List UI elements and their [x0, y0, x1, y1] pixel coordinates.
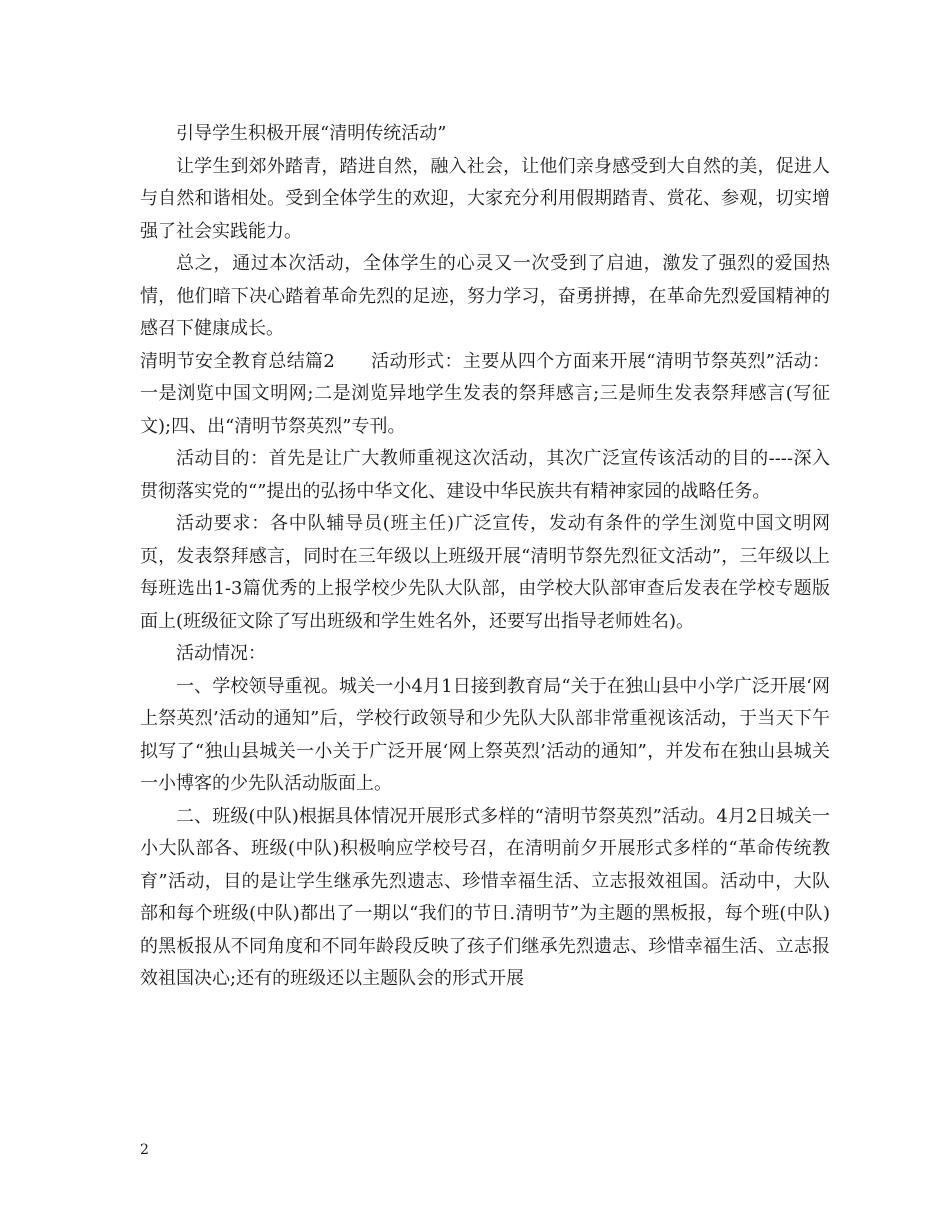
paragraph-1: 引导学生积极开展“清明传统活动” — [176, 123, 447, 144]
paragraph-5: 活动目的：首先是让广大教师重视这次活动，其次广泛宣传该活动的目的----深入贯彻落实党的“”提出的弘扬中华文化、建设中华民族共有精神家园的战略任务。 — [140, 448, 830, 502]
paragraph-7: 活动情况： — [176, 643, 266, 664]
paragraph-9: 二、班级(中队)根据具体情况开展形式多样的“清明节祭英烈”活动。4月2日城关一小大队部各、班级(中队)积极响应学校号召，在清明前夕开展形式多样的“革命传统教育”活动，目的是让学生继承先烈遗志、珍惜幸福生活、立志报效祖国。活动中，大队部和每个班级(中队)都出了一期以“我们的节日.清明节”为主题的黑板报，每个班(中队)的黑板报从不同角度和不同年龄段反映了孩子们继承先烈遗志、珍惜幸福生活、立志报效祖国决心;还有的班级还以主题队会的形式开展 — [140, 805, 830, 989]
paragraph-6: 活动要求：各中队辅导员(班主任)广泛宣传，发动有条件的学生浏览中国文明网页，发表祭拜感言，同时在三年级以上班级开展“清明节祭先烈征文活动”，三年级以上每班选出1-3篇优秀的上报学校少先队大队部，由学校大队部审查后发表在学校专题版面上(班级征文除了写出班级和学生姓名外，还要写出指导老师姓名)。 — [140, 513, 830, 632]
paragraph-4-text: 活动形式：主要从四个方面来开展“清明节祭英烈”活动：一是浏览中国文明网;二是浏览异地学生发表的祭拜感言;三是师生发表祭拜感言(写征文);四、出“清明节祭英烈”专刊。 — [140, 350, 830, 437]
page-number: 2 — [140, 1142, 149, 1158]
paragraph-2: 让学生到郊外踏青，踏进自然，融入社会，让他们亲身感受到大自然的美，促进人与自然和谐相处。受到全体学生的欢迎，大家充分利用假期踏青、赏花、参观，切实增强了社会实践能力。 — [140, 155, 830, 242]
paragraph-8: 一、学校领导重视。城关一小4月1日接到教育局“关于在独山县中小学广泛开展‘网上祭英烈’活动的通知”后，学校行政领导和少先队大队部非常重视该活动，于当天下午拟写了“独山县城关一小关于广泛开展‘网上祭英烈’活动的通知”，并发布在独山县城关一小博客的少先队活动版面上。 — [140, 675, 831, 794]
document-body — [140, 118, 830, 996]
paragraph-4 — [140, 346, 830, 444]
section-heading: 清明节安全教育总结篇2 — [140, 350, 335, 372]
paragraph-3: 总之，通过本次活动，全体学生的心灵又一次受到了启迪，激发了强烈的爱国热情，他们暗下决心踏着革命先烈的足迹，努力学习，奋勇拼搏，在革命先烈爱国精神的感召下健康成长。 — [140, 253, 830, 339]
